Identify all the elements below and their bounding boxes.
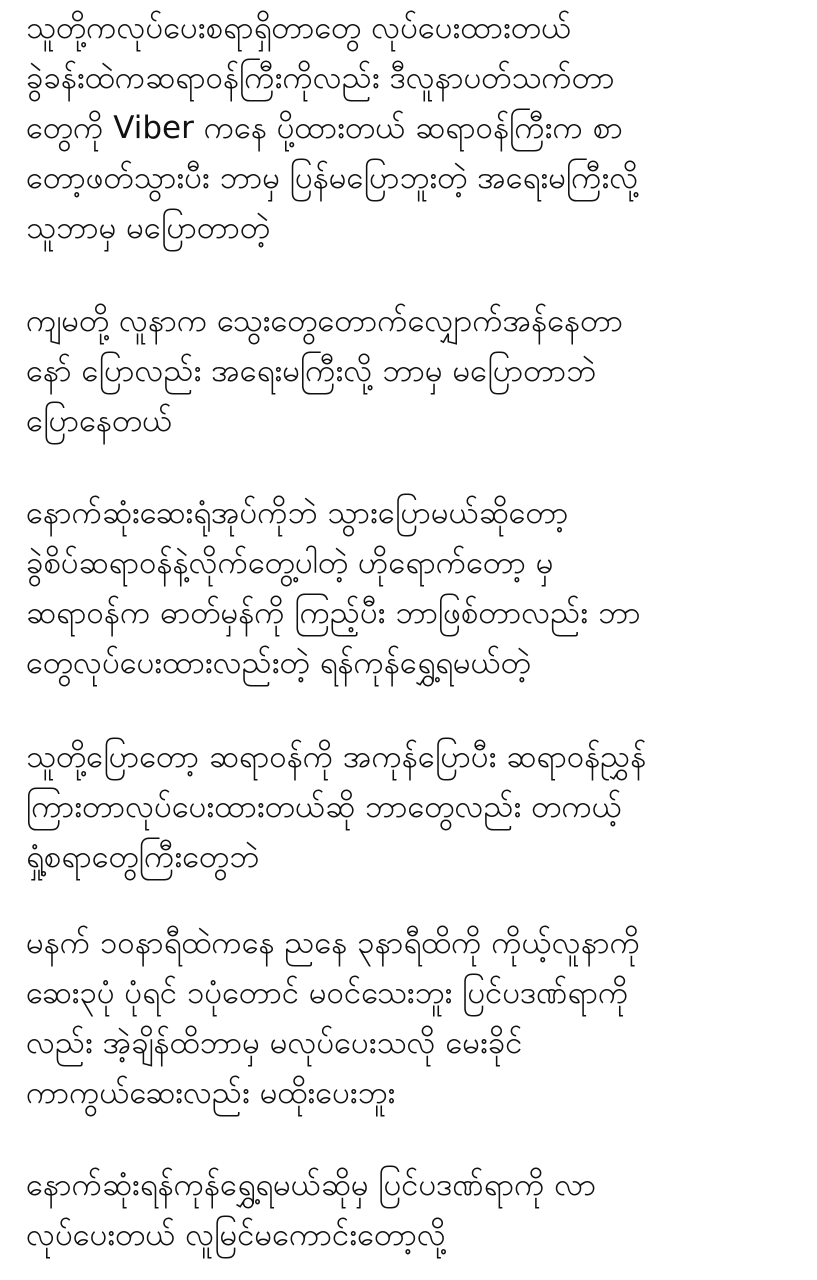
text-line: တွေလုပ်ပေးထားလည်းတဲ့ ရန်ကုန်ရွှေ့ရမယ်တဲ့ <box>26 645 531 681</box>
text-line: ပြောနေတယ် <box>26 403 173 439</box>
text-line: လုပ်ပေးတယ် လူမြင်မကောင်းတော့လို့ <box>26 1217 446 1253</box>
text-line: နော် ပြောလည်း အရေးမကြီးလို့ ဘာမှ မပြောတာဘဲ <box>26 353 597 389</box>
text-line: ရှုံ့စရာတွေကြီးတွေဘဲ <box>26 839 260 875</box>
paragraph-5 <box>26 918 801 1118</box>
text-line: ခွဲစိပ်ဆရာဝန်နဲ့လိုက်တွေ့ပါတဲ့ ဟိုရောက်တော့ မှ <box>26 545 554 581</box>
text-line: ဆရာဝန်က ဓာတ်မှန်ကို ကြည့်ပီး ဘာဖြစ်တာလည်း ဘာ <box>26 595 641 631</box>
text-line: တော့ဖတ်သွားပီး ဘာမှ ပြန်မပြောဘူးတဲ့ အရေးမကြီးလို့ <box>26 160 639 196</box>
text-line: ဆေး၃ပုံ ပုံရင် ၁ပုံတောင် မဝင်သေးဘူး ပြင်ပဒဏ်ရာကို <box>26 975 629 1011</box>
paragraph-6 <box>26 1160 801 1260</box>
text-line: သူဘာမှ မပြောတာတဲ့ <box>26 210 271 246</box>
paragraph-3 <box>26 488 801 688</box>
text-line: ကျမတို့ လူနာက သွေးတွေတောက်လျှောက်အန်နေတာ <box>26 303 623 339</box>
paragraph-1 <box>26 3 801 253</box>
text-line: သူတို့ကလုပ်ပေးစရာရှိတာတွေ လုပ်ပေးထားတယ် <box>26 10 572 46</box>
text-line: မနက် ၁၀နာရီထဲကနေ ညနေ ၃နာရီထိကို ကိုယ့်လူနာကို <box>26 925 640 961</box>
text-line: တွေကို Viber ကနေ ပို့ထားတယ် ဆရာဝန်ကြီးက စာ <box>26 110 623 146</box>
text-line: နောက်ဆုံးရန်ကုန်ရွှေ့ရမယ်ဆိုမှ ပြင်ပဒဏ်ရာကို လာ <box>26 1167 597 1203</box>
paragraph-4 <box>26 732 801 882</box>
text-line: ကာကွယ်ဆေးလည်း မထိုးပေးဘူး <box>26 1075 396 1111</box>
text-line: လည်း အဲ့ချိန်ထိဘာမှ မလုပ်ပေးသလို မေးခိုင် <box>26 1025 523 1061</box>
paragraph-2 <box>26 296 801 446</box>
text-line: ခွဲခန်းထဲကဆရာဝန်ကြီးကိုလည်း ဒီလူနာပတ်သက်တာ <box>26 60 615 96</box>
text-line: ကြားတာလုပ်ပေးထားတယ်ဆို ဘာတွေလည်း တကယ့် <box>26 789 622 825</box>
text-line: နောက်ဆုံးဆေးရုံအုပ်ကိုဘဲ သွားပြောမယ်ဆိုတော့ <box>26 495 569 531</box>
text-line: သူတို့ပြောတော့ ဆရာဝန်ကို အကုန်ပြောပီး ဆရာဝန်ညွှန် <box>26 739 647 775</box>
